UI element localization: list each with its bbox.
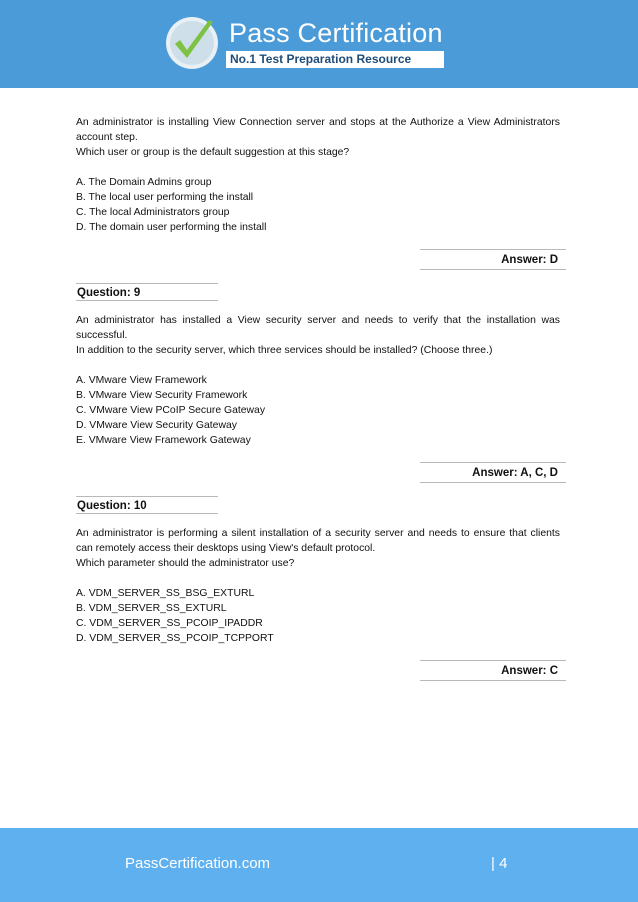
question-prompt: Which user or group is the default suggestion at this stage? (76, 147, 350, 158)
question-9 (76, 283, 560, 483)
option-c: C. VDM_SERVER_SS_PCOIP_IPADDR (76, 618, 263, 629)
option-a: A. The Domain Admins group (76, 177, 212, 188)
question-prompt: In addition to the security server, which three services should be installed? (Choose three.) (76, 345, 493, 356)
answer-options (76, 586, 560, 646)
page-content (76, 115, 560, 681)
question-stem: An administrator has installed a View security server and needs to verify that the installation was successful. (76, 315, 560, 341)
question-stem: An administrator is installing View Connection server and stops at the Authorize a View Administrators account step. (76, 117, 560, 143)
question-text (76, 115, 560, 160)
option-c: C. VMware View PCoIP Secure Gateway (76, 405, 266, 416)
question-8 (76, 115, 560, 270)
option-b: B. VMware View Security Framework (76, 390, 248, 401)
option-d: D. The domain user performing the install (76, 222, 267, 233)
option-d: D. VDM_SERVER_SS_PCOIP_TCPPORT (76, 633, 274, 644)
brand-tagline: No.1 Test Preparation Resource (226, 51, 444, 68)
question-10 (76, 496, 560, 681)
question-stem: An administrator is performing a silent installation of a security server and needs to ensure that clients can remotely access their desktops using View's default protocol. (76, 528, 560, 554)
question-label: Question: 10 (76, 496, 218, 514)
answer-label: Answer: A, C, D (420, 462, 566, 483)
footer-site-link[interactable]: PassCertification.com (125, 855, 271, 872)
option-e: E. VMware View Framework Gateway (76, 435, 251, 446)
brand-title: Pass Certification (229, 18, 443, 48)
question-text (76, 526, 560, 571)
question-prompt: Which parameter should the administrator use? (76, 558, 295, 569)
answer-label: Answer: D (420, 249, 566, 270)
option-a: A. VDM_SERVER_SS_BSG_EXTURL (76, 588, 255, 599)
question-label: Question: 9 (76, 283, 218, 301)
answer-label: Answer: C (420, 660, 566, 681)
option-b: B. VDM_SERVER_SS_EXTURL (76, 603, 227, 614)
option-b: B. The local user performing the install (76, 192, 254, 203)
option-d: D. VMware View Security Gateway (76, 420, 237, 431)
checkmark-badge-icon (163, 14, 221, 72)
answer-options (76, 373, 560, 448)
question-text (76, 313, 560, 358)
page-number: | 4 (491, 855, 508, 872)
page-header (0, 0, 638, 88)
option-c: C. The local Administrators group (76, 207, 230, 218)
page-footer (0, 828, 638, 902)
answer-options (76, 175, 560, 235)
option-a: A. VMware View Framework (76, 375, 207, 386)
